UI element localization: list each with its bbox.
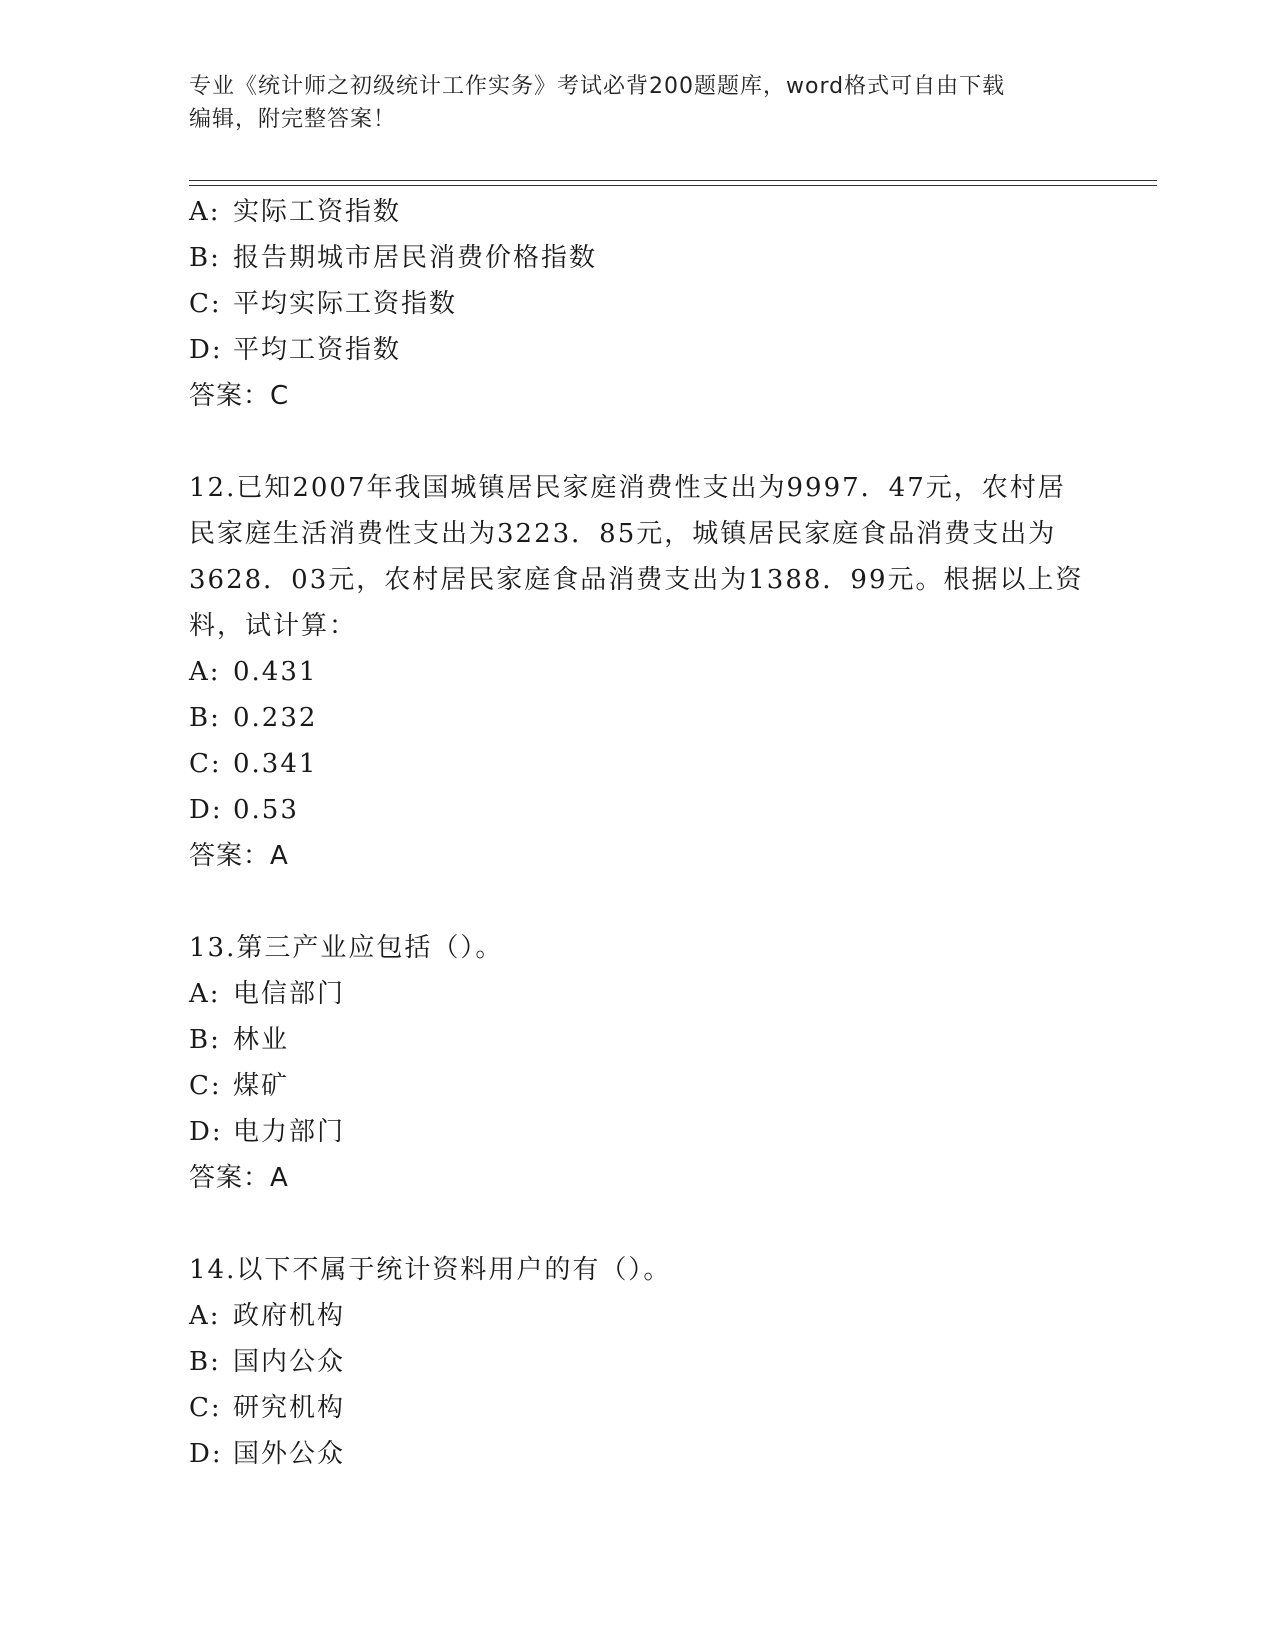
question-text-line: 12.已知2007年我国城镇居民家庭消费性支出为9997．47元，农村居: [189, 473, 1066, 503]
option-b: [189, 695, 1089, 741]
question-text: 14.以下不属于统计资料用户的有（）。: [189, 1255, 672, 1285]
option-text: 报告期城市居民消费价格指数: [233, 243, 598, 273]
option-text: 政府机构: [233, 1301, 346, 1331]
option-text: 0.431: [233, 657, 318, 687]
option-text: 0.232: [233, 703, 318, 733]
spacer: [189, 419, 1089, 465]
option-key: A:: [189, 979, 221, 1009]
document-header: [189, 70, 1069, 136]
option-a: [189, 971, 1089, 1017]
option-a: [189, 1293, 1089, 1339]
option-key: A:: [189, 197, 221, 227]
header-divider-bottom: [189, 185, 1157, 186]
question-14: [189, 1247, 1089, 1477]
option-key: C:: [189, 1393, 222, 1423]
option-text: 国内公众: [233, 1347, 346, 1377]
option-key: D:: [189, 335, 223, 365]
option-b: [189, 1339, 1089, 1385]
option-b: [189, 1017, 1089, 1063]
header-line-2: 编辑，附完整答案！: [189, 107, 397, 132]
option-key: A:: [189, 1301, 221, 1331]
question-text-line: 料，试计算：: [189, 611, 358, 641]
option-key: B:: [189, 703, 221, 733]
question-text: 13.第三产业应包括（）。: [189, 933, 504, 963]
question-text: [189, 465, 1089, 649]
header-line-1: 专业《统计师之初级统计工作实务》考试必背200题题库，word格式可自由下载: [189, 74, 1006, 99]
option-key: C:: [189, 1071, 222, 1101]
option-a: [189, 189, 1089, 235]
option-key: C:: [189, 289, 222, 319]
option-d: [189, 1109, 1089, 1155]
spacer: [189, 1201, 1089, 1247]
question-list: [189, 189, 1089, 1477]
option-text: 0.341: [233, 749, 318, 779]
answer-line: 答案：C: [189, 381, 290, 411]
spacer: [189, 879, 1089, 925]
option-text: 电信部门: [233, 979, 346, 1009]
option-text: 国外公众: [233, 1439, 346, 1469]
option-key: D:: [189, 1117, 223, 1147]
question-text-line: 民家庭生活消费性支出为3223．85元，城镇居民家庭食品消费支出为: [189, 519, 1057, 549]
option-key: D:: [189, 1439, 223, 1469]
option-c: [189, 1385, 1089, 1431]
option-key: B:: [189, 243, 221, 273]
option-d: [189, 327, 1089, 373]
option-key: C:: [189, 749, 222, 779]
option-a: [189, 649, 1089, 695]
option-d: [189, 1431, 1089, 1477]
answer-line: 答案：A: [189, 841, 289, 871]
option-key: B:: [189, 1025, 221, 1055]
option-b: [189, 235, 1089, 281]
option-key: A:: [189, 657, 221, 687]
question-11: [189, 189, 1089, 419]
question-12: [189, 465, 1089, 879]
option-key: D:: [189, 795, 223, 825]
option-text: 实际工资指数: [233, 197, 402, 227]
option-text: 平均实际工资指数: [233, 289, 458, 319]
option-c: [189, 741, 1089, 787]
option-text: 电力部门: [233, 1117, 346, 1147]
option-c: [189, 281, 1089, 327]
question-13: [189, 925, 1089, 1201]
option-key: B:: [189, 1347, 221, 1377]
header-divider-top: [189, 180, 1157, 181]
question-text-line: 3628．03元，农村居民家庭食品消费支出为1388．99元。根据以上资: [189, 565, 1084, 595]
option-text: 研究机构: [233, 1393, 346, 1423]
option-c: [189, 1063, 1089, 1109]
option-text: 煤矿: [233, 1071, 290, 1101]
option-d: [189, 787, 1089, 833]
answer-line: 答案：A: [189, 1163, 289, 1193]
option-text: 0.53: [233, 795, 299, 825]
option-text: 平均工资指数: [233, 335, 402, 365]
option-text: 林业: [233, 1025, 290, 1055]
